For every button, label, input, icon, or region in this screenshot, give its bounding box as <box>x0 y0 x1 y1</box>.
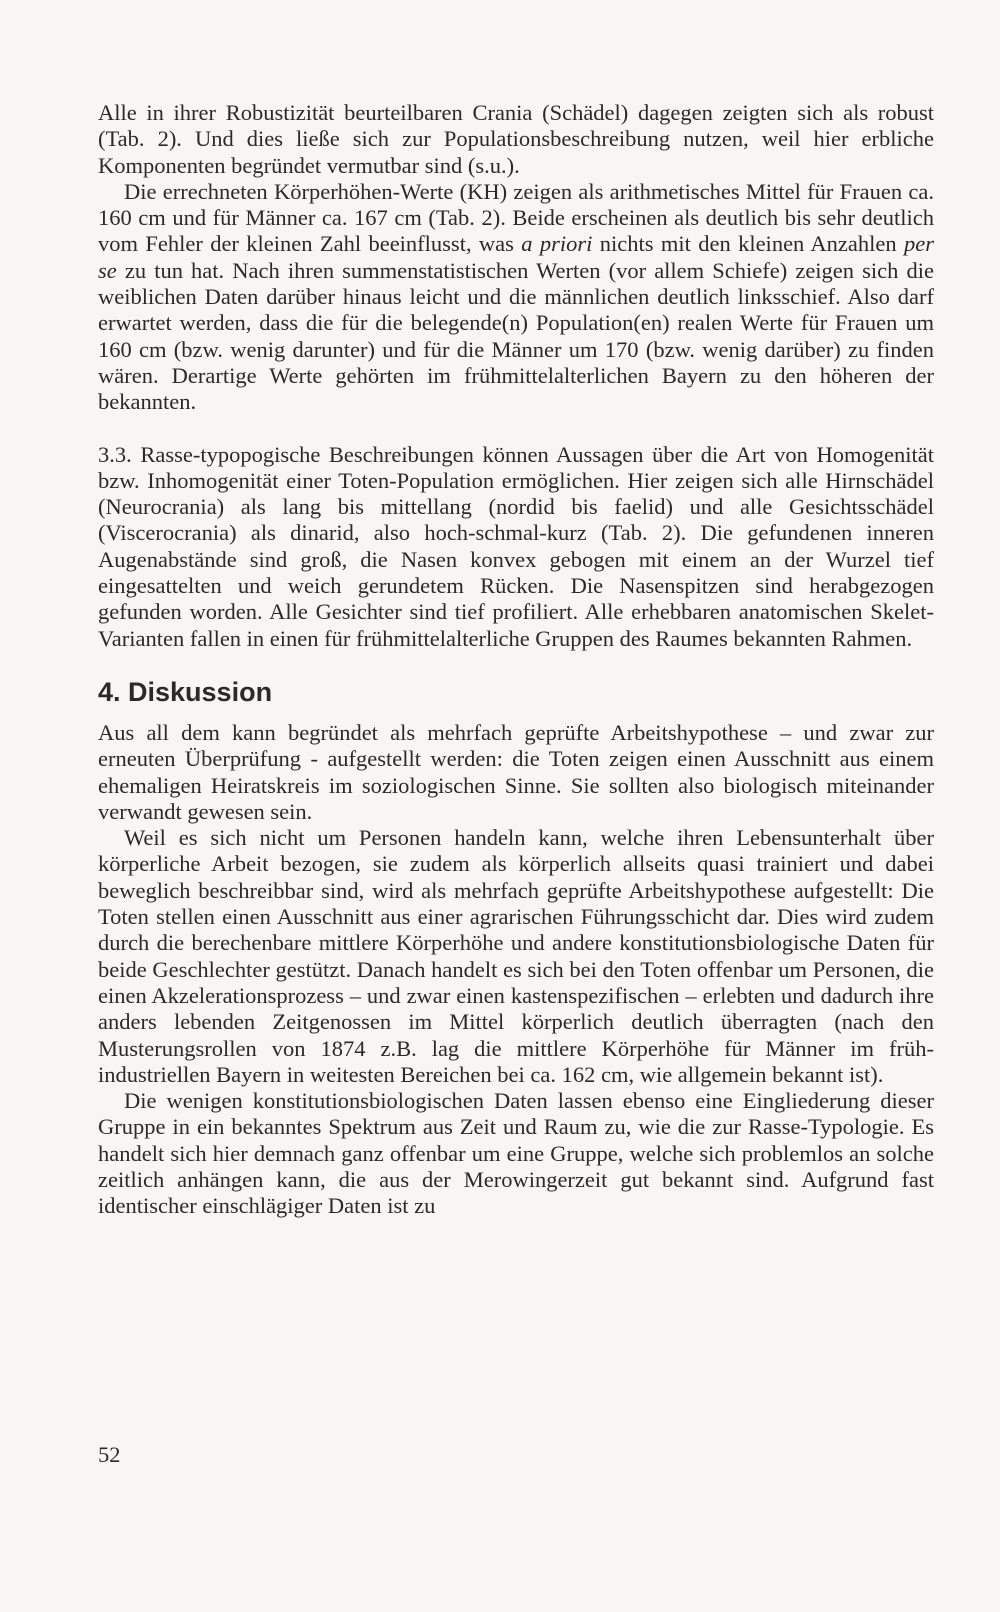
paragraph-section-3-3: 3.3. Rasse-typopogische Beschreibungen können Aussagen über die Art von Homogenität bzw. Inhomogenität einer Toten-Population ermöglichen. Hier zeigen sich alle Hirnschädel (Neurocrania) als lang bis mittellang (nordid bis faelid) und alle Gesichtsschädel (Viscerocrania) als dinarid, also hoch-schmal-kurz (Tab. 2). Die gefundenen inneren Augenabstände sind groß, die Nasen konvex gebogen mit einem an der Wurzel tief eingesattelten und weich gerundetem Rücken. Die Nasenspitzen sind herabgezogen gefunden worden. Alle Gesichter sind tief profiliert. Alle erhebbaren anatomischen Skelet-Varianten fallen in einen für frühmittelalterliche Gruppen des Raumes bekannten Rahmen. <box>98 441 934 651</box>
italic-a-priori: a priori <box>521 231 593 257</box>
paragraph-body-height: Die errechneten Körperhöhen-Werte (KH) zeigen als arithmetisches Mittel für Frauen ca. 160 cm und für Männer ca. 167 cm (Tab. 2). Beide erscheinen als deutlich bis sehr deutlich vom Fehler der kleinen Zahl beeinflusst, was a priori nichts mit den kleinen Anzahlen per se zu tun hat. Nach ihren summenstatistischen Werten (vor allem Schiefe) zeigen sich die weiblichen Daten darüber hinaus leicht und die männlichen deutlich linksschief. Also darf erwartet werden, dass die für die belegende(n) Population(en) realen Werte für Frauen um 160 cm (bzw. wenig darunter) und für die Männer um 170 (bzw. wenig darüber) zu finden wären. Derartige Werte gehörten im frühmittelalterlichen Bayern zu den höheren der bekannten. <box>98 178 934 415</box>
section-heading-diskussion: 4. Diskussion <box>98 676 273 707</box>
paragraph-diskussion-3: Die wenigen konstitutionsbiologischen Daten lassen ebenso eine Eingliederung dieser Gruppe in ein bekanntes Spektrum aus Zeit und Raum zu, wie die zur Rasse-Typologie. Es handelt sich hier demnach ganz offenbar um eine Gruppe, welche sich problemlos an solche zeitlich anhängen kann, die aus der Merowingerzeit gut bekannt sind. Aufgrund fast identischer einschlägiger Daten ist zu <box>98 1088 934 1219</box>
body-text <box>98 100 934 1220</box>
page-number: 52 <box>98 1442 121 1467</box>
paragraph-diskussion-1: Aus all dem kann begründet als mehrfach geprüfte Arbeitshypothese – und zwar zur erneuten Überprüfung - aufgestellt werden: die Toten zeigen einen Ausschnitt aus einem ehemaligen Heiratskreis im soziologischen Sinne. Sie sollten also biologisch miteinander verwandt gewesen sein. <box>98 719 934 824</box>
paragraph-robustness: Alle in ihrer Robustizität beurteilbaren Crania (Schädel) dagegen zeigten sich als robust (Tab. 2). Und dies ließe sich zur Populationsbeschreibung nutzen, weil hier erbliche Komponenten begründet vermutbar sind (s.u.). <box>98 100 934 178</box>
paragraph-diskussion-2: Weil es sich nicht um Personen handeln kann, welche ihren Lebensunterhalt über körperliche Arbeit bezogen, sie zudem als körperlich allseits quasi trainiert und dabei beweglich beschreibbar sind, wird als mehrfach geprüfte Arbeitshypothese aufgestellt: Die Toten stellen einen Ausschnitt aus einer agrarischen Führungsschicht dar. Dies wird zudem durch die berechenbare mittlere Körperhöhe und andere konstitutionsbiologische Daten für beide Geschlechter gestützt. Danach handelt es sich bei den Toten offenbar um Personen, die einen Akzelerationsprozess – und zwar einen kastenspezifischen – erlebten und dadurch ihre anders lebenden Zeitgenossen im Mittel körperlich deutlich überragten (nach den Musterungsrollen von 1874 z.B. lag die mittlere Körperhöhe für Männer im früh-industriellen Bayern in weitesten Bereichen bei ca. 162 cm, wie allgemein bekannt ist). <box>98 825 934 1087</box>
italic-per-se: per se <box>98 231 934 283</box>
